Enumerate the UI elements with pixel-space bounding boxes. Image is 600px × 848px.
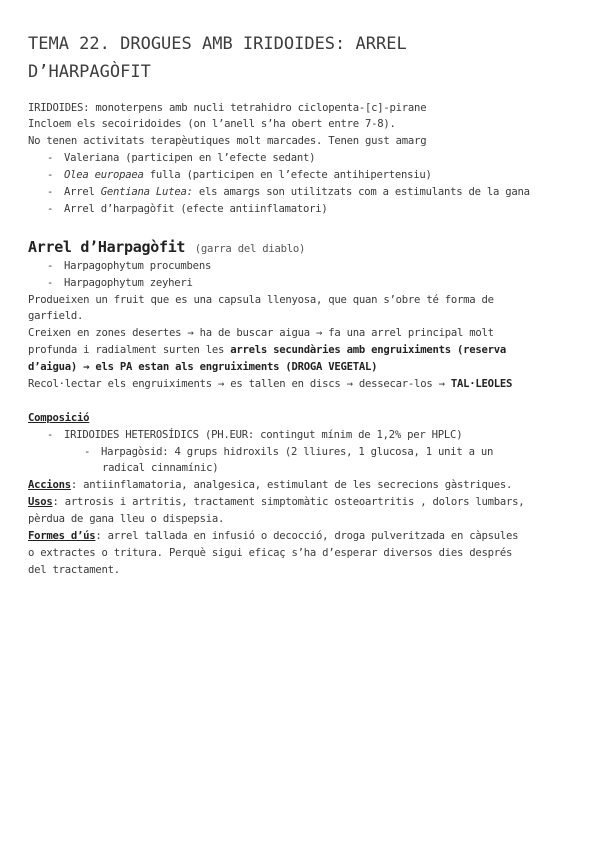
paragraph-text: profunda i radialment surten les xyxy=(28,344,231,356)
paragraph-line xyxy=(28,376,512,392)
paragraph-line: d’aigua) → els PA estan als engruiximents (DROGA VEGETAL) xyxy=(28,361,378,373)
usos-text: : artrosis i artritis, tractament simptomàtic osteoartritis , dolors lumbars, xyxy=(52,496,525,508)
list-item-text: Arrel d’harpagòfit (efecte antiinflamatori) xyxy=(64,203,328,215)
list-item xyxy=(47,150,315,166)
accions-label: Accions xyxy=(28,479,71,491)
bullet-dash: - xyxy=(47,169,54,181)
formes-line-2: o extractes o tritura. Perquè sigui eficaç s’ha d’esperar diversos dies després xyxy=(28,547,513,559)
list-item-text: Valeriana (participen en l’efecte sedant) xyxy=(64,152,316,164)
list-item xyxy=(47,258,211,274)
bullet-dash: - xyxy=(84,446,91,458)
sub-list-item-continuation: radical cinnamínic) xyxy=(102,462,219,474)
list-item-text: fulla (participen en l’efecte antihipertensiu) xyxy=(143,169,432,181)
list-item-text: Harpagophytum procumbens xyxy=(64,260,212,272)
list-item-text: Arrel xyxy=(64,186,101,198)
usos-line xyxy=(28,494,524,510)
section-heading-text: Arrel d’Harpagòfit xyxy=(28,238,186,256)
bullet-dash: - xyxy=(47,277,54,289)
list-item xyxy=(47,201,328,217)
bullet-dash: - xyxy=(47,186,54,198)
sub-list-item xyxy=(84,444,493,460)
formes-label: Formes d’ús xyxy=(28,530,96,542)
paragraph-line xyxy=(28,342,506,358)
section-heading xyxy=(28,237,305,256)
intro-line-3: No tenen activitats terapèutiques molt marcades. Tenen gust amarg xyxy=(28,135,427,147)
bullet-dash: - xyxy=(47,260,54,272)
usos-line-2: pèrdua de gana lleu o dispepsia. xyxy=(28,513,225,525)
title-line-1: TEMA 22. DROGUES AMB IRIDOIDES: ARREL xyxy=(28,34,407,54)
formes-line-3: del tractament. xyxy=(28,564,120,576)
paragraph-line: garfield. xyxy=(28,310,84,322)
accions-text: : antiinflamatoria, analgesica, estimulant de les secrecions gàstriques. xyxy=(70,479,513,491)
title-line-2: D’HARPAGÒFIT xyxy=(28,62,151,82)
paragraph-line: Produeixen un fruit que es una capsula llenyosa, que quan s’obre té forma de xyxy=(28,294,494,306)
bold-text: TAL·LEOLES xyxy=(450,378,513,390)
formes-text: : arrel tallada en infusió o decocció, droga pulveritzada en càpsules xyxy=(95,530,519,542)
usos-label: Usos xyxy=(28,496,53,508)
paragraph-line: Creixen en zones desertes → ha de buscar aigua → fa una arrel principal molt xyxy=(28,327,494,339)
intro-line-1: IRIDOIDES: monoterpens amb nucli tetrahidro ciclopenta-[c]-pirane xyxy=(28,102,427,114)
list-item-text: IRIDOIDES HETEROSÍDICS (PH.EUR: contingut mínim de 1,2% per HPLC) xyxy=(64,429,463,441)
composicio-heading xyxy=(28,410,89,426)
paragraph-text: Recol·lectar els engruiximents → es tallen en discs → dessecar-los → xyxy=(28,378,451,390)
bullet-dash: - xyxy=(47,429,54,441)
bullet-dash: - xyxy=(47,203,54,215)
bold-text: arrels secundàries amb engruiximents (reserva xyxy=(230,344,506,356)
page-title xyxy=(28,30,548,86)
accions-line xyxy=(28,477,512,493)
list-item xyxy=(47,167,432,183)
intro-line-2: Incloem els secoiridoides (on l’anell s’ha obert entre 7-8). xyxy=(28,118,396,130)
species-name: Gentiana Lutea: xyxy=(100,186,193,198)
bullet-dash: - xyxy=(47,152,54,164)
composicio-label: Composició xyxy=(28,412,90,424)
list-item xyxy=(47,427,462,443)
list-item-text: Harpagòsid: 4 grups hidroxils (2 lliures, 1 glucosa, 1 unit a un xyxy=(101,446,494,458)
list-item-text: Harpagophytum zeyheri xyxy=(64,277,193,289)
section-heading-note: (garra del diablo) xyxy=(194,243,306,255)
list-item-text: els amargs son utilitzats com a estimulants de la gana xyxy=(192,186,530,198)
list-item xyxy=(47,275,193,291)
formes-line xyxy=(28,528,518,544)
list-item xyxy=(47,184,530,200)
species-name: Olea europaea xyxy=(64,169,144,181)
